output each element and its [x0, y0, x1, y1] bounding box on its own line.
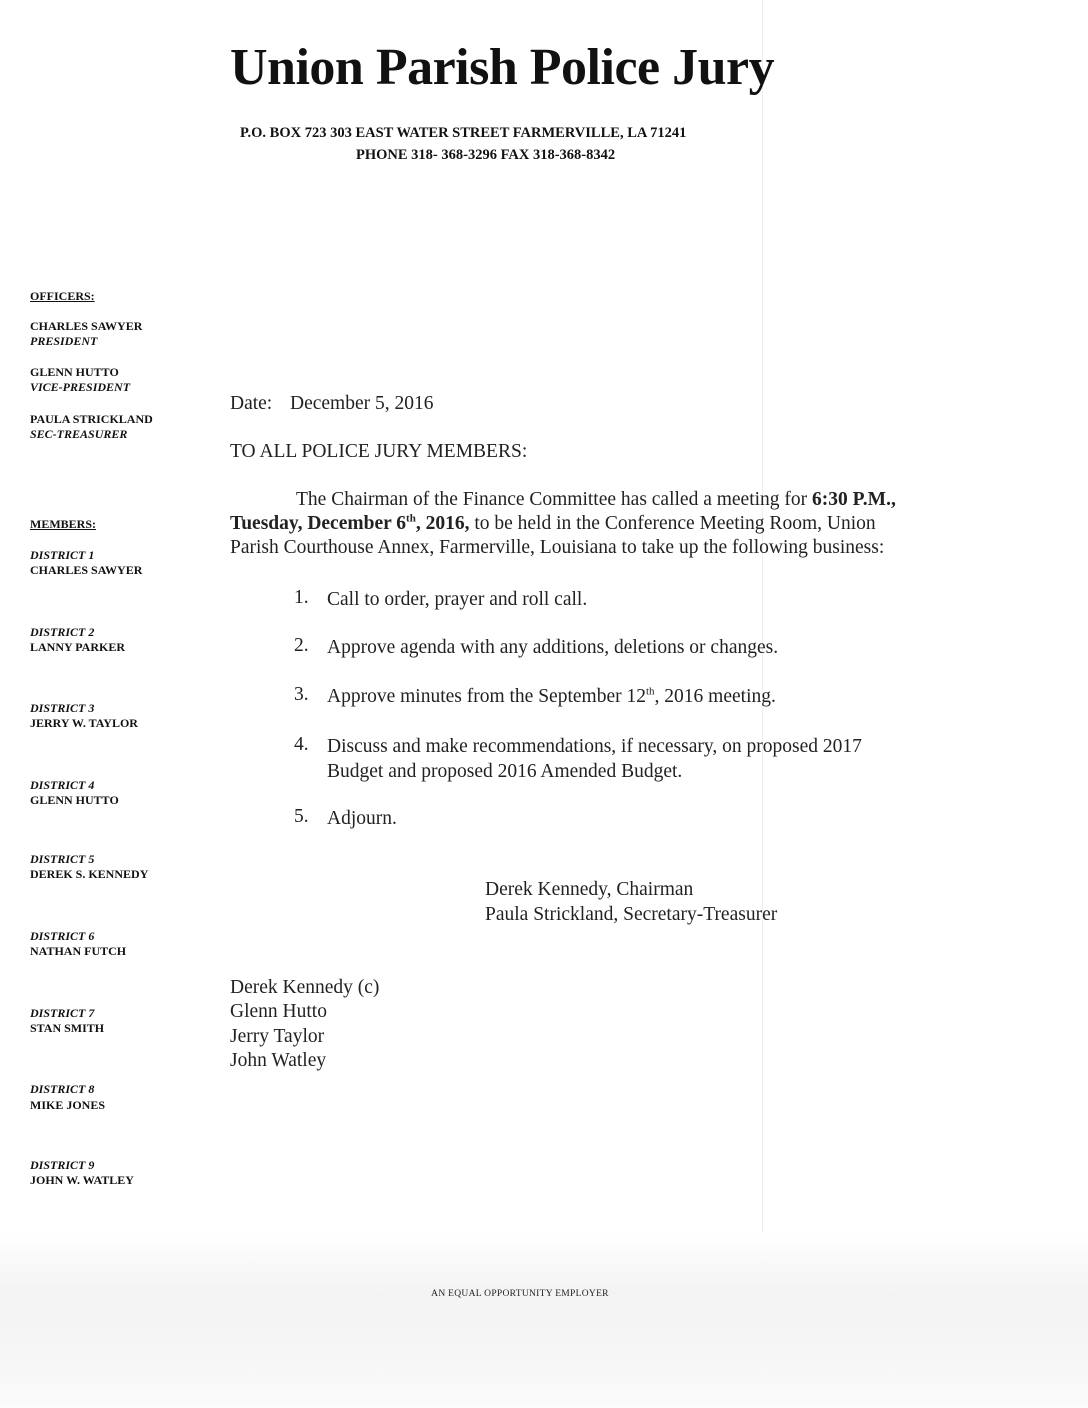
member-name: JOHN W. WATLEY — [30, 1173, 134, 1187]
member-name: LANNY PARKER — [30, 640, 125, 654]
scan-shadow — [0, 1232, 1088, 1408]
agenda-text: Approve minutes from the September 12 — [327, 686, 646, 707]
paragraph-text: to be held in the Conference Meeting Room, Union — [469, 513, 876, 534]
committee-member: Glenn Hutto — [230, 1001, 327, 1022]
letterhead-address: P.O. BOX 723 303 EAST WATER STREET FARMERVILLE, LA 71241 — [240, 125, 687, 141]
ordinal-suffix: th — [406, 512, 416, 525]
member-district: DISTRICT 4 — [30, 778, 95, 792]
agenda-number: 2. — [294, 635, 309, 656]
member-name: JERRY W. TAYLOR — [30, 716, 138, 730]
member-district: DISTRICT 6 — [30, 929, 95, 943]
member-district: DISTRICT 2 — [30, 625, 95, 639]
agenda-number: 1. — [294, 587, 309, 608]
member-district: DISTRICT 9 — [30, 1158, 95, 1172]
member-name: CHARLES SAWYER — [30, 563, 143, 577]
officer-name: CHARLES SAWYER — [30, 319, 143, 333]
agenda-number: 3. — [294, 684, 309, 705]
meeting-time: 6:30 P.M., — [812, 489, 896, 510]
committee-member: Jerry Taylor — [230, 1026, 325, 1047]
member-name: DEREK S. KENNEDY — [30, 867, 149, 881]
member-district: DISTRICT 7 — [30, 1006, 95, 1020]
meeting-year: , 2016, — [415, 513, 470, 534]
member-name: STAN SMITH — [30, 1021, 105, 1035]
member-name: MIKE JONES — [30, 1098, 106, 1112]
committee-member: Derek Kennedy (c) — [230, 977, 380, 998]
date-label: Date: — [230, 393, 273, 414]
paragraph-text: The Chairman of the Finance Committee has called a meeting for — [296, 489, 813, 510]
officer-name: PAULA STRICKLAND — [30, 412, 153, 426]
officer-role: SEC-TREASURER — [30, 427, 128, 441]
letterhead-title: Union Parish Police Jury — [230, 39, 775, 96]
paragraph-line-1 — [296, 489, 896, 511]
salutation: TO ALL POLICE JURY MEMBERS: — [230, 441, 528, 462]
agenda-item — [327, 684, 927, 709]
committee-member: John Watley — [230, 1050, 327, 1071]
members-heading: MEMBERS: — [30, 517, 96, 531]
agenda-item: Approve agenda with any additions, deletions or changes. — [327, 637, 779, 658]
member-name: GLENN HUTTO — [30, 793, 119, 807]
paragraph-line-3: Parish Courthouse Annex, Farmerville, Louisiana to take up the following business: — [230, 537, 885, 558]
date-line — [230, 393, 433, 415]
member-district: DISTRICT 3 — [30, 701, 95, 715]
agenda-item: Discuss and make recommendations, if necessary, on proposed 2017 Budget and proposed 2016 Amended Budget. — [327, 736, 862, 782]
agenda-text: , 2016 meeting. — [654, 686, 776, 707]
agenda-item: Adjourn. — [327, 808, 397, 829]
officer-role: VICE-PRESIDENT — [30, 380, 131, 394]
meeting-date: Tuesday, December 6 — [230, 513, 407, 534]
letterhead-phone: PHONE 318- 368-3296 FAX 318-368-8342 — [356, 147, 616, 163]
officer-role: PRESIDENT — [30, 334, 98, 348]
member-name: NATHAN FUTCH — [30, 944, 127, 958]
signatory: Paula Strickland, Secretary-Treasurer — [485, 904, 778, 925]
agenda-number: 5. — [294, 806, 309, 827]
member-district: DISTRICT 1 — [30, 548, 95, 562]
officer-name: GLENN HUTTO — [30, 365, 119, 379]
agenda-item: Call to order, prayer and roll call. — [327, 589, 588, 610]
agenda-number: 4. — [294, 734, 309, 755]
ordinal-suffix: th — [645, 685, 655, 698]
paragraph-line-2 — [230, 513, 876, 535]
member-district: DISTRICT 8 — [30, 1082, 95, 1096]
signatory: Derek Kennedy, Chairman — [485, 879, 694, 900]
member-district: DISTRICT 5 — [30, 852, 95, 866]
footer-equal-opportunity: AN EQUAL OPPORTUNITY EMPLOYER — [431, 1289, 609, 1299]
date-value: December 5, 2016 — [289, 393, 434, 414]
officers-heading: OFFICERS: — [30, 289, 95, 303]
